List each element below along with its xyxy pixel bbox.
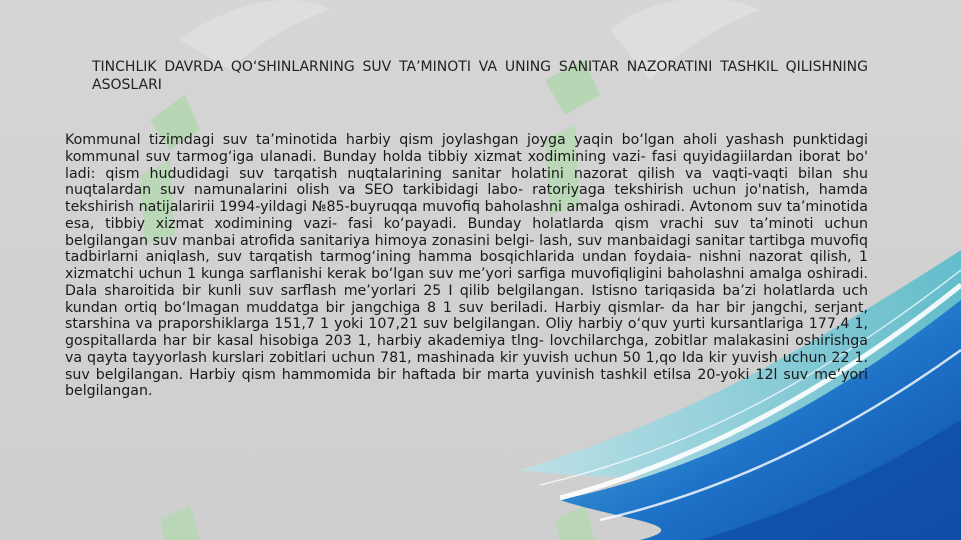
slide-body-text: Kommunal tizimdagi suv ta’minotida harbiy qism joylashgan joyga yaqin bo‘lgan aholi yashash punktidagi kommunal suv tarmog‘iga ulanadi. Bunday holda tibbiy xizmat xodimining vazi- fasi quyidagiilardan iborat bo' ladi: qism hududidagi suv tarqatish nuqtalarining sanitar holatini nazorat qilish va vaqti-vaqti bilan shu nuqtalardan suv namunalarini olish va SEO tarkibidagi labo- ratoriyaga tekshirish uchun jo'natish, hamda tekshirish natijalaririi 1994-yildagi №85-buyruqqa muvofiq baholashni amalga oshiradi. Avtonom suv ta’minotida esa, tibbiy xizmat xodimining vazi- fasi ko‘payadi. Bunday holatlarda qism vrachi suv ta’minoti uchun belgilangan suv manbai atrofida sanitariya himoya zonasini belgi- lash, suv manbaidagi sanitar tartibga muvofiq tadbirlarni aniqlash, suv tarqatish tarmog‘ining hamma bosqichlarida undan foydaia- nishni nazorat qilish, 1 xizmatchi uchun 1 kunga sarflanishi kerak bo‘lgan suv me’yori sarfiga muvofiqligini baholashni amalga oshiradi. Dala sharoitida bir kunli suv sarflash me’yorlari 25 I qilib belgilangan. Istisno tariqasida ba’zi holatlarda uch kundan ortiq bo‘lmagan muddatga bir jangchiga 8 1 suv beriladi. Harbiy qismlar- da har bir jangchi, serjant, starshina va praporshiklarga 151,7 1 yoki 107,21 suv belgilangan. Oliy harbiy o‘quv yurti kursantlariga 177,4 1, gospitallarda har bir kasal hisobiga 203 1, harbiy akademiya tlng- lovchilarchga, zobitlar malakasini oshirishga va qayta tayyorlash kurslari zobitlari uchun 781, mashinada kir yuvish uchun 50 1,qo Ida kir yuvish uchun 22 1. suv belgilangan. Harbiy qism hammomida bir haftada bir marta yuvinish tashkil etilsa 20-yoki 12l suv me’yori belgilangan.	[65, 132, 868, 400]
slide-title: TINCHLIK DAVRDA QO‘SHINLARNING SUV TA’MINOTI VA UNING SANITAR NAZORATINI TASHKIL QILISHNING ASOSLARI	[92, 59, 868, 93]
